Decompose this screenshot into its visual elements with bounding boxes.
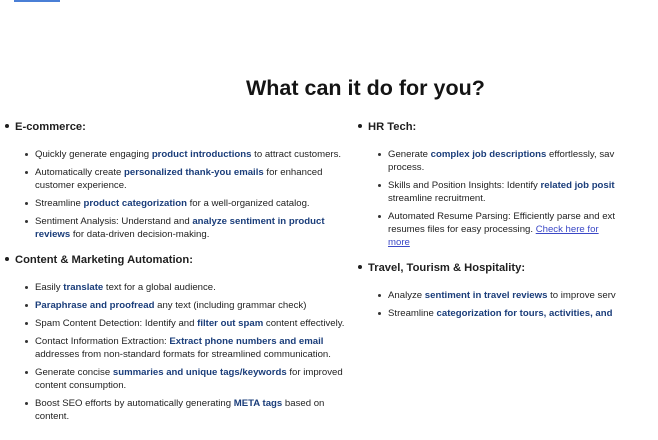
list-item: Analyze sentiment in travel reviews to improve serv bbox=[376, 289, 658, 302]
hr-tech-title: HR Tech: bbox=[358, 120, 658, 134]
list-item: Generate concise summaries and unique tags/keywords for improved content consumption. bbox=[23, 366, 345, 392]
list-item: Generate complex job descriptions effortlessly, sav process. bbox=[376, 148, 618, 174]
list-item: Contact Information Extraction: Extract phone numbers and email addresses from non-standard formats for streamlined communication. bbox=[23, 335, 345, 361]
list-item: Paraphrase and proofread any text (including grammar check) bbox=[23, 299, 345, 312]
list-item: Quickly generate engaging product introductions to attract customers. bbox=[23, 148, 345, 161]
content-marketing-section bbox=[5, 253, 345, 423]
travel-list bbox=[358, 289, 658, 320]
travel-title: Travel, Tourism & Hospitality: bbox=[358, 261, 658, 275]
hr-tech-section bbox=[358, 120, 658, 249]
list-item: Easily translate text for a global audience. bbox=[23, 281, 345, 294]
list-item: Skills and Position Insights: Identify related job posit streamline recruitment. bbox=[376, 179, 618, 205]
content-marketing-list bbox=[5, 281, 345, 423]
content-marketing-title: Content & Marketing Automation: bbox=[5, 253, 345, 267]
page-heading: What can it do for you? bbox=[246, 76, 485, 100]
list-item: Streamline product categorization for a well-organized catalog. bbox=[23, 197, 345, 210]
check-here-link[interactable]: Check here for more bbox=[388, 224, 599, 248]
list-item: Streamline categorization for tours, activities, and bbox=[376, 307, 658, 320]
list-item: Automatically create personalized thank-you emails for enhanced customer experience. bbox=[23, 166, 345, 192]
list-item: Spam Content Detection: Identify and filter out spam content effectively. bbox=[23, 317, 345, 330]
hr-tech-list bbox=[358, 148, 658, 249]
ecommerce-list bbox=[5, 148, 345, 241]
travel-section bbox=[358, 261, 658, 320]
ecommerce-section bbox=[5, 120, 345, 241]
list-item: Sentiment Analysis: Understand and analyze sentiment in product reviews for data-driven decision-making. bbox=[23, 215, 345, 241]
ecommerce-title: E-commerce: bbox=[5, 120, 345, 134]
right-column bbox=[358, 120, 658, 332]
list-item: Boost SEO efforts by automatically generating META tags based on content. bbox=[23, 397, 345, 423]
left-column bbox=[5, 120, 345, 435]
top-bar-accent bbox=[14, 0, 60, 2]
list-item: Automated Resume Parsing: Efficiently parse and ext resumes files for easy processing. Check here for more bbox=[376, 210, 618, 249]
